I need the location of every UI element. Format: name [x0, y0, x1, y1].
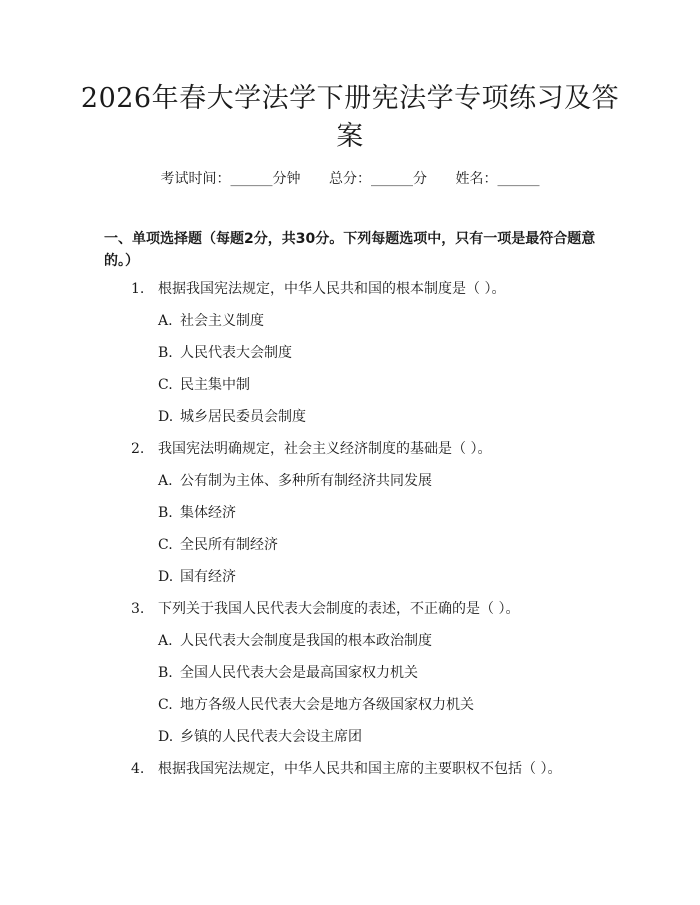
option-text: 社会主义制度 [180, 313, 264, 329]
answer-option [0, 503, 700, 535]
option-letter: A. [158, 633, 173, 649]
question-text: 下列关于我国人民代表大会制度的表述，不正确的是（ ）。 [158, 601, 520, 617]
answer-option [0, 343, 700, 375]
option-letter: B. [158, 505, 173, 521]
option-letter: B. [158, 345, 173, 361]
option-letter: A. [158, 313, 173, 329]
answer-option [0, 311, 700, 343]
exam-meta [0, 169, 700, 189]
option-letter: D. [158, 729, 174, 745]
total-score-field: 总分：______分 [329, 171, 427, 187]
answer-option [0, 471, 700, 503]
option-text: 人民代表大会制度是我国的根本政治制度 [180, 633, 432, 649]
option-text: 全民所有制经济 [180, 537, 278, 553]
option-text: 乡镇的人民代表大会设主席团 [180, 729, 362, 745]
option-text: 地方各级人民代表大会是地方各级国家权力机关 [180, 697, 474, 713]
exam-time-field: 考试时间：______分钟 [160, 171, 301, 187]
answer-option [0, 727, 700, 759]
question-number: 2. [131, 441, 145, 457]
question-number: 1. [131, 281, 145, 297]
option-text: 国有经济 [180, 569, 236, 585]
answer-option [0, 695, 700, 727]
question-item [0, 439, 700, 471]
question-text: 根据我国宪法规定，中华人民共和国的根本制度是（ ）。 [158, 281, 506, 297]
option-text: 城乡居民委员会制度 [180, 409, 306, 425]
option-letter: C. [158, 377, 173, 393]
question-item [0, 279, 700, 311]
option-text: 人民代表大会制度 [180, 345, 292, 361]
option-letter: B. [158, 665, 173, 681]
name-field: 姓名：______ [455, 171, 540, 187]
option-text: 全国人民代表大会是最高国家权力机关 [180, 665, 418, 681]
question-item [0, 759, 700, 791]
question-text: 我国宪法明确规定，社会主义经济制度的基础是（ ）。 [158, 441, 492, 457]
document-title: 2026年春大学法学下册宪法学专项练习及答案 [80, 83, 620, 152]
answer-option [0, 375, 700, 407]
answer-option [0, 567, 700, 599]
question-number: 3. [131, 601, 145, 617]
option-letter: D. [158, 569, 174, 585]
section-heading: 一、单项选择题（每题2分，共30分。下列每题选项中，只有一项是最符合题意的。） [104, 231, 596, 269]
option-letter: D. [158, 409, 174, 425]
question-text: 根据我国宪法规定，中华人民共和国主席的主要职权不包括（ ）。 [158, 761, 562, 777]
question-list [0, 279, 700, 791]
answer-option [0, 663, 700, 695]
option-text: 民主集中制 [180, 377, 250, 393]
question-item [0, 599, 700, 631]
answer-option [0, 535, 700, 567]
option-text: 集体经济 [180, 505, 236, 521]
question-number: 4. [131, 761, 145, 777]
option-text: 公有制为主体、多种所有制经济共同发展 [180, 473, 432, 489]
answer-option [0, 631, 700, 663]
option-letter: A. [158, 473, 173, 489]
answer-option [0, 407, 700, 439]
option-letter: C. [158, 537, 173, 553]
option-letter: C. [158, 697, 173, 713]
